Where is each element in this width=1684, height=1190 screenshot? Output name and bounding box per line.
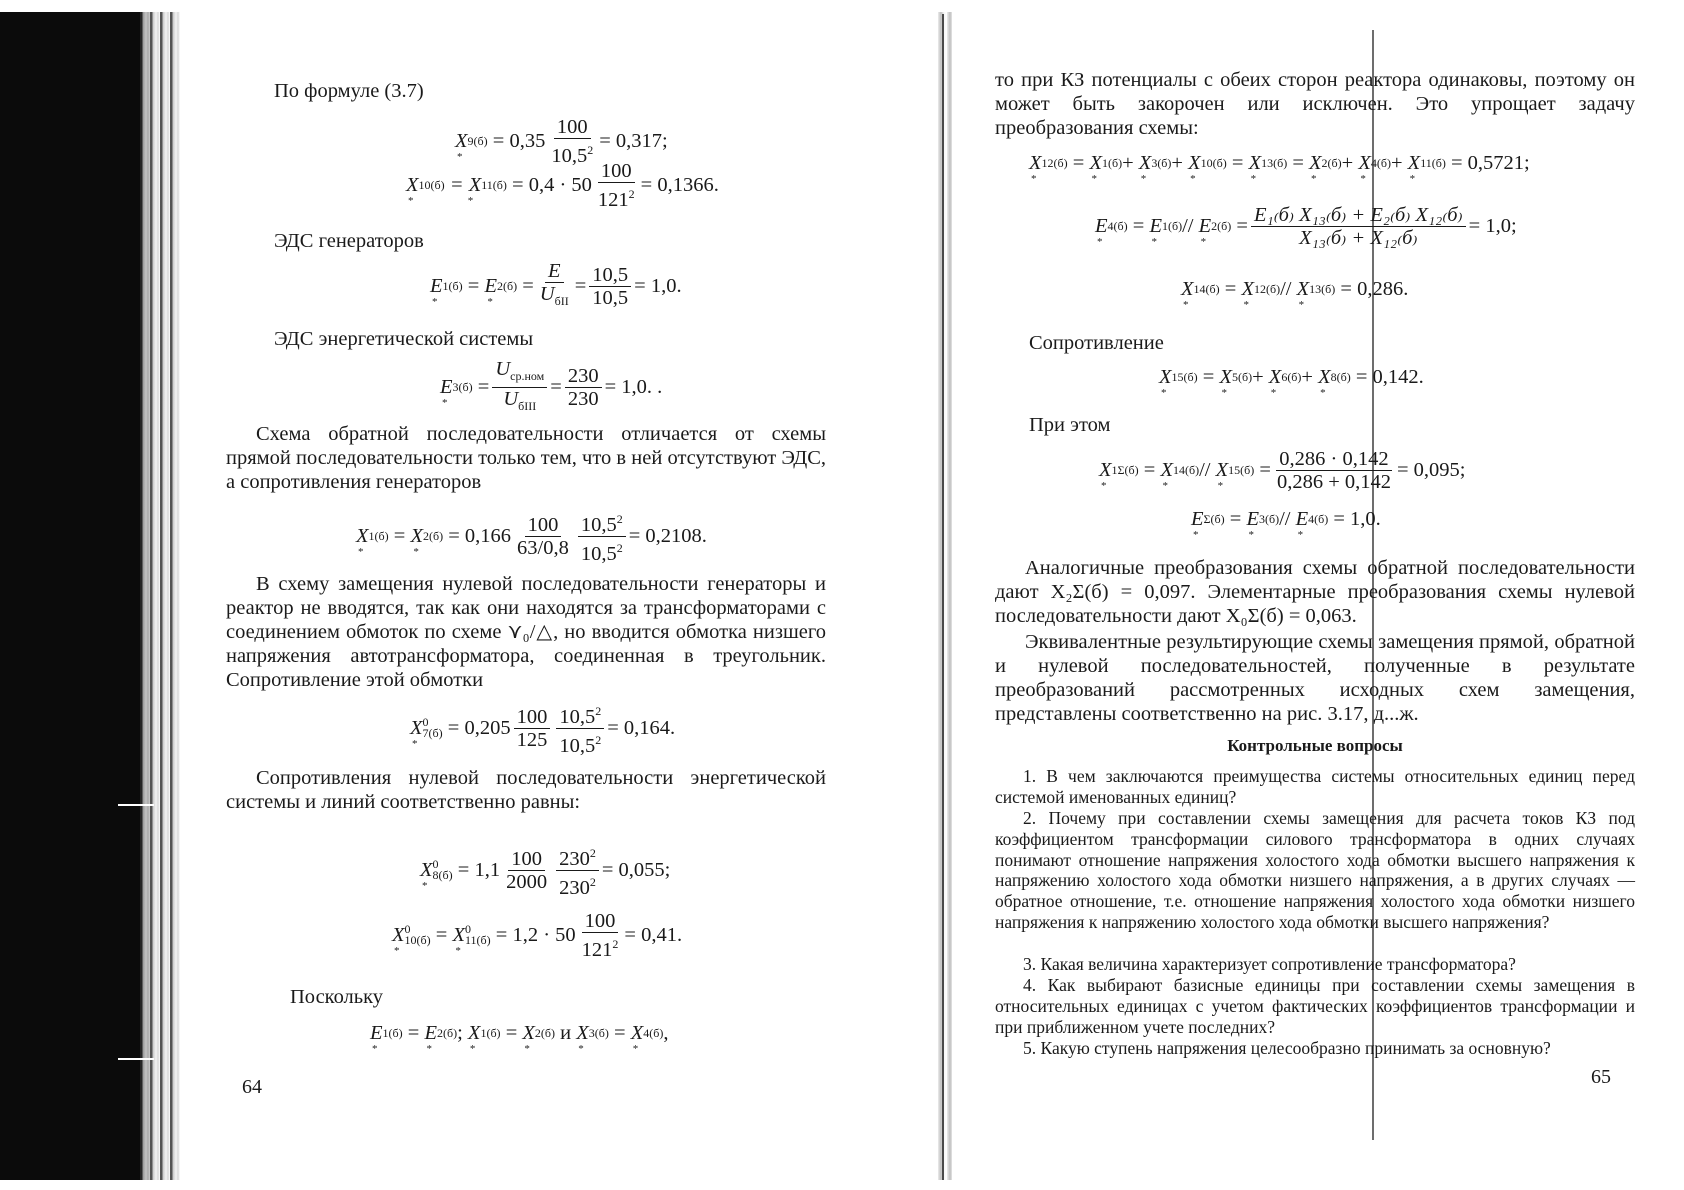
question-5: 5. Какую ступень напряжения целесообразно принимать за основную? bbox=[1023, 1038, 1551, 1058]
x-var: X * bbox=[1219, 366, 1232, 399]
e-var: E * bbox=[424, 1022, 437, 1055]
den-sup: 2 bbox=[612, 937, 619, 951]
x-var: X * bbox=[1309, 152, 1322, 185]
x-var: X * bbox=[392, 923, 405, 957]
num-base: 10,5 bbox=[559, 705, 596, 728]
x-var: X * bbox=[356, 524, 369, 558]
equation-x12: X * 12(б) = X * 1(б) + X * 3(б) + X * 10(б) = X * 13(б) = X * 2(б) + X * 4(б) + X * 11(б) = 0,5721; bbox=[1029, 152, 1530, 185]
subscript: 1(б) bbox=[480, 1026, 501, 1040]
fraction bbox=[565, 365, 602, 410]
x-var: X * bbox=[1241, 278, 1254, 311]
equation-e-sigma: E * Σ(б) = E * 3(б) // E * 4(б) = 1,0. bbox=[1191, 508, 1381, 541]
x-var: X * bbox=[1407, 152, 1421, 185]
question-4: 4. Как выбирают базисные единицы при составлении схемы замещения в относительных единицах с учетом фактических коэффициентов трансформации и при приближенном учете последних? bbox=[995, 975, 1635, 1037]
num-sup: 2 bbox=[616, 512, 623, 526]
equation-x8-zero bbox=[420, 842, 670, 899]
left-page bbox=[226, 0, 900, 1190]
subscript: 8(б) bbox=[432, 868, 453, 883]
num-base: 230 bbox=[559, 847, 590, 870]
numerator: 10,5 bbox=[589, 264, 631, 287]
num-sup: 2 bbox=[595, 704, 602, 718]
numerator: 100 bbox=[598, 160, 635, 183]
equation-x1: X * 1(б) = X * 2(б) = 0,166 $\frac{100}{63/0,8}$ $\frac{10,5^2}{10,5^2}$ = 0,2108. bbox=[356, 508, 707, 565]
superscript: 0 bbox=[422, 715, 429, 730]
e-var: E * bbox=[1246, 508, 1259, 541]
denominator: 230 bbox=[567, 388, 599, 411]
equation-x10-zero: X * 0 10(б) = X * 0 11(б) = 1,2 · 50 $\frac{100}{121^2}$ = 0,41. bbox=[392, 910, 683, 961]
fraction bbox=[556, 700, 604, 757]
fraction bbox=[514, 706, 551, 751]
paragraph-analogous: Аналогичные преобразования схемы обратной последовательности дают X₂Σ(б) = 0,097. Элементарные преобразования схемы нулевой последовательности дают X₀Σ(б) = 0,063. bbox=[995, 557, 1635, 627]
e-var: E * bbox=[370, 1022, 383, 1055]
subscript: 1(б) bbox=[442, 278, 463, 293]
gutter-line bbox=[942, 14, 944, 1180]
result: = 0,142. bbox=[1355, 366, 1424, 388]
section-heading: Контрольные вопросы bbox=[1227, 736, 1403, 755]
paragraph-zero-system: Сопротивления нулевой последовательности энергетической системы и линий соответственно равны: bbox=[226, 767, 826, 813]
denominator: 0,286 + 0,142 bbox=[1276, 471, 1391, 493]
subscript: 4(б) bbox=[1308, 512, 1329, 526]
e-var: E * bbox=[1198, 215, 1212, 248]
numerator: 100 bbox=[508, 848, 545, 871]
x-var: X * bbox=[1029, 152, 1042, 185]
e-var: E * bbox=[1149, 215, 1162, 248]
numerator: 100 bbox=[525, 514, 562, 537]
fraction bbox=[589, 264, 631, 309]
superscript: 0 bbox=[404, 922, 411, 937]
subscript: 4(б) bbox=[643, 1026, 664, 1040]
result: = 0,055; bbox=[601, 858, 671, 881]
e-var: E * bbox=[440, 376, 453, 410]
subscript: 2(б) bbox=[1321, 156, 1342, 170]
subscript: 1(б) bbox=[1101, 156, 1123, 170]
paragraph-reactor: то при КЗ потенциалы с обеих сторон реактора одинаковы, поэтому он может быть закорочен или исключен. Это упрощает задачу преобразования схемы: bbox=[995, 69, 1635, 139]
equation-x7-zero bbox=[410, 700, 675, 757]
sup-sub-stack bbox=[465, 924, 491, 946]
den-base: 10,5 bbox=[580, 542, 617, 565]
subscript: 6(б) bbox=[1281, 370, 1302, 384]
paragraph-negative-sequence: Схема обратной последовательности отличается от схемы прямой последовательности только тем, что в ней отсутствуют ЭДС, а сопротивления генераторов bbox=[226, 423, 826, 493]
den-base: 121 bbox=[597, 188, 629, 211]
x-var: X * bbox=[420, 858, 433, 892]
scan-edge-mark bbox=[118, 804, 154, 806]
x-var: X * bbox=[410, 716, 423, 750]
equation-equalities: E * 1(б) = E * 2(б) ; X * 1(б) = X * 2(б) и X * 3(б) = X * 4(б) , bbox=[370, 1022, 669, 1055]
subscript: 3(б) bbox=[588, 1026, 609, 1040]
denominator bbox=[578, 537, 626, 565]
denominator bbox=[579, 933, 622, 961]
numerator: E₁₍б₎ X₁₃₍б₎ + E₂₍б₎ X₁₂₍б₎ bbox=[1251, 204, 1466, 227]
x-var: X * bbox=[1358, 152, 1371, 185]
coefficient: = 0,35 bbox=[492, 129, 546, 152]
numerator: 100 bbox=[514, 706, 551, 729]
subscript: 11(б) bbox=[464, 933, 491, 948]
fraction bbox=[492, 358, 547, 417]
subscript: 12(б) bbox=[1041, 156, 1068, 170]
numerator: 0,286 · 0,142 bbox=[1276, 448, 1391, 471]
num-sub: ср.ном bbox=[510, 369, 545, 384]
subscript: 1(б) bbox=[1161, 219, 1183, 233]
x-var: X * bbox=[630, 1022, 644, 1055]
scan-black-edge bbox=[0, 12, 150, 1180]
x-var: X * bbox=[1159, 366, 1172, 399]
denominator: 63/0,8 bbox=[517, 536, 569, 559]
scan-edge-noise bbox=[140, 12, 180, 1180]
superscript: 0 bbox=[464, 922, 471, 937]
denominator bbox=[537, 283, 572, 312]
numerator: 100 bbox=[582, 910, 619, 933]
numerator: E bbox=[545, 260, 564, 283]
numerator bbox=[556, 700, 604, 729]
result: = 0,286. bbox=[1340, 278, 1409, 300]
subscript: 13(б) bbox=[1309, 282, 1336, 296]
den-sup: 2 bbox=[595, 732, 602, 747]
x-var: X * bbox=[1160, 459, 1173, 492]
subscript: 10(б) bbox=[418, 177, 445, 192]
question-2: 2. Почему при составлении схемы замещения для расчета токов КЗ под коэффициентом трансформации силового трансформатора в одних случаях понимают отношение напряжения холостого хода обмотки высшего напряжения к напряжению холостого хода обмотки низшего напряжения, а в других случаях — обратное отношение, т.е. отношение напряжения холостого хода обмотки низшего напряжения к напряжению холостого хода обмотки высшего напряжения? bbox=[995, 808, 1635, 932]
subscript: 14(б) bbox=[1172, 463, 1200, 477]
denominator bbox=[595, 183, 638, 211]
x-var: X * bbox=[447, 923, 465, 957]
x-var: X * bbox=[1138, 152, 1152, 185]
subscript: 4(б) bbox=[1107, 219, 1128, 233]
page-number-right: 65 bbox=[1591, 1066, 1611, 1088]
subscript: 3(б) bbox=[1258, 512, 1280, 526]
coefficient: = 0,205 bbox=[447, 716, 511, 739]
formula-reference: По формуле (3.7) bbox=[274, 80, 424, 102]
x-var: X * bbox=[1089, 152, 1102, 185]
result: = 1,0. bbox=[1333, 508, 1381, 530]
subscript: 15(б) bbox=[1228, 463, 1255, 477]
sup-sub-stack bbox=[433, 859, 453, 881]
page-number-left: 64 bbox=[242, 1076, 262, 1098]
e-var: E * bbox=[1191, 508, 1204, 541]
den-sub: бIII bbox=[518, 399, 537, 414]
subscript: 14(б) bbox=[1193, 282, 1220, 296]
question-1: 1. В чем заключаются преимущества системы относительных единиц перед системой именованных единиц? bbox=[995, 766, 1635, 807]
subscript: 8(б) bbox=[1330, 370, 1351, 384]
x-var: X * bbox=[455, 129, 468, 163]
subscript: 12(б) bbox=[1253, 282, 1281, 296]
conjunction: и bbox=[560, 1022, 572, 1044]
result: = 0,1366. bbox=[640, 173, 719, 196]
result: = 0,5721; bbox=[1450, 152, 1530, 174]
paragraph-equivalent: Эквивалентные результирующие схемы замещения прямой, обратной и нулевой последовательностей, полученные в результате преобразований рассмотренных исходных схем замещения, представлены соответственно на рис. 3.17, д...ж. bbox=[995, 631, 1635, 725]
since-label: Поскольку bbox=[290, 986, 384, 1008]
equation-x10 bbox=[406, 160, 719, 211]
num-base: 10,5 bbox=[580, 513, 617, 536]
numerator: 100 bbox=[554, 116, 591, 139]
fraction bbox=[578, 508, 626, 565]
book-gutter bbox=[938, 12, 952, 1180]
subscript: 11(б) bbox=[481, 177, 507, 192]
den-base: 121 bbox=[581, 938, 613, 961]
subscript: 9(б) bbox=[467, 133, 488, 148]
subscript: 15(б) bbox=[1171, 370, 1198, 384]
scan-edge-mark bbox=[118, 1058, 154, 1060]
sup-sub-stack bbox=[423, 717, 443, 739]
den-sup: 2 bbox=[628, 187, 635, 201]
denominator bbox=[556, 871, 599, 899]
denominator: 125 bbox=[516, 728, 548, 751]
paragraph-zero-sequence: В схему замещения нулевой последовательности генераторы и реактор не вводятся, так как они находятся за трансформаторами с соединением обмоток по схеме ⋎₀/△, но вводится обмотка низшего напряжения автотрансформатора, соединенная в треугольник. Сопротивление этой обмотки bbox=[226, 573, 826, 691]
denominator: 2000 bbox=[506, 870, 548, 893]
result: = 1,0; bbox=[1468, 215, 1517, 237]
numerator bbox=[492, 358, 547, 388]
subscript: 2(б) bbox=[436, 1026, 458, 1040]
emf-generators-label: ЭДС генераторов bbox=[274, 230, 424, 252]
den-sup: 2 bbox=[616, 540, 623, 555]
den-base: 10,5 bbox=[559, 734, 596, 757]
equation-x14: X * 14(б) = X * 12(б) // X * 13(б) = 0,286. bbox=[1181, 278, 1409, 311]
coefficient: = 1,1 bbox=[457, 858, 501, 881]
subscript: 5(б) bbox=[1231, 370, 1253, 384]
equation-x15: X * 15(б) = X * 5(б) + X * 6(б) + X * 8(б) = 0,142. bbox=[1159, 366, 1424, 399]
den-sup: 2 bbox=[589, 874, 596, 889]
subscript: 2(б) bbox=[496, 278, 518, 293]
emf-system-label: ЭДС энергетической системы bbox=[274, 328, 534, 350]
x-var: X * bbox=[1188, 152, 1201, 185]
x-var: X * bbox=[1296, 278, 1310, 311]
subscript: 2(б) bbox=[534, 1026, 556, 1040]
x-var: X * bbox=[1181, 278, 1194, 311]
den-base: 10,5 bbox=[551, 144, 588, 167]
subscript: 10(б) bbox=[404, 933, 431, 948]
subscript: 7(б) bbox=[422, 726, 443, 741]
den-sub: бII bbox=[554, 294, 569, 309]
e-var: E * bbox=[479, 274, 497, 308]
num-base: U bbox=[495, 358, 511, 380]
result: = 1,0. bbox=[634, 274, 682, 297]
coefficient: = 1,2 · 50 bbox=[495, 923, 576, 946]
x-var: X * bbox=[1099, 459, 1112, 492]
denominator bbox=[556, 729, 604, 757]
coefficient: = 0,166 bbox=[448, 524, 512, 547]
subscript: 3(б) bbox=[452, 380, 473, 395]
fraction bbox=[579, 910, 622, 961]
den-base: U bbox=[539, 283, 555, 305]
right-page bbox=[995, 0, 1645, 1190]
den-base: U bbox=[503, 388, 519, 411]
resistance-label: Сопротивление bbox=[1029, 332, 1164, 354]
x-var: X * bbox=[1318, 366, 1331, 399]
x-var: X * bbox=[1248, 152, 1262, 185]
subscript: 2(б) bbox=[1211, 219, 1232, 233]
equation-e1: E * 1(б) = E * 2(б) = $\frac{E}{U_{бII}}$ = $\frac{10,5}{10,5}$ = 1,0. bbox=[430, 260, 682, 312]
equation-e4: E * 4(б) = E * 1(б) // E * 2(б) = $\frac{\text{E₁₍б₎ X₁₃₍б₎ + E₂₍б₎ X₁₂₍б₎}}{\text{X₁₃₍б₎ + X₁₂₍б₎}}$ = 1,0; bbox=[1095, 204, 1517, 249]
e-var: E * bbox=[1295, 508, 1309, 541]
denominator: 10,5 bbox=[592, 286, 629, 309]
sup-sub-stack bbox=[405, 924, 431, 946]
subscript: 10(б) bbox=[1200, 156, 1227, 170]
subscript: 3(б) bbox=[1151, 156, 1172, 170]
equation-x1-sigma: X * 1Σ(б) = X * 14(б) // X * 15(б) = $\frac{0,286 \cdot 0,142}{0,286 + 0,142}$ = 0,095; bbox=[1099, 448, 1466, 493]
fraction bbox=[595, 160, 638, 211]
subscript: 1(б) bbox=[382, 1026, 403, 1040]
den-base: 230 bbox=[559, 876, 590, 899]
result: = 1,0. . bbox=[604, 376, 663, 399]
x-var: X * bbox=[1215, 459, 1229, 492]
fraction bbox=[556, 842, 599, 899]
result: = 0,41. bbox=[624, 923, 683, 946]
x-var: X * bbox=[406, 173, 419, 207]
numerator: 230 bbox=[565, 365, 602, 388]
fraction bbox=[514, 514, 572, 559]
x-var: X * bbox=[1268, 366, 1282, 399]
x-var: X * bbox=[576, 1022, 589, 1055]
result: = 0,317; bbox=[599, 129, 668, 152]
x-var: X * bbox=[467, 1022, 481, 1055]
e-var: E * bbox=[430, 274, 443, 308]
subscript: 2(б) bbox=[422, 528, 444, 543]
e-var: E * bbox=[1095, 215, 1108, 248]
subscript: Σ(б) bbox=[1203, 512, 1225, 526]
fraction bbox=[1251, 204, 1466, 249]
subscript: 1Σ(б) bbox=[1111, 463, 1139, 477]
denominator: X₁₃₍б₎ + X₁₂₍б₎ bbox=[1299, 227, 1418, 249]
fraction bbox=[537, 260, 572, 312]
subscript: 4(б) bbox=[1370, 156, 1391, 170]
subscript: 11(б) bbox=[1420, 156, 1446, 170]
equation-e3: E * 3(б) = $\frac{U_{ср.ном}}{U_{бIII}}$ = $\frac{230}{230}$ = 1,0. . bbox=[440, 358, 662, 417]
numerator bbox=[578, 508, 626, 537]
x-var: = X * bbox=[449, 173, 482, 207]
numerator bbox=[556, 842, 599, 871]
x-var: X * bbox=[522, 1022, 535, 1055]
subscript: 1(б) bbox=[368, 528, 389, 543]
den-sup: 2 bbox=[587, 143, 594, 157]
result: = 0,095; bbox=[1397, 459, 1466, 481]
coefficient: = 0,4 · 50 bbox=[512, 173, 592, 196]
question-3: 3. Какая величина характеризует сопротивление трансформатора? bbox=[1023, 954, 1516, 974]
thus-label: При этом bbox=[1029, 414, 1111, 436]
result: = 0,2108. bbox=[628, 524, 707, 547]
subscript: 13(б) bbox=[1261, 156, 1288, 170]
superscript: 0 bbox=[432, 857, 439, 872]
num-sup: 2 bbox=[589, 846, 596, 860]
fraction bbox=[1274, 448, 1394, 493]
denominator bbox=[500, 388, 539, 417]
x-var: X * bbox=[405, 524, 423, 558]
result: = 0,164. bbox=[607, 716, 676, 739]
fraction bbox=[503, 848, 550, 893]
